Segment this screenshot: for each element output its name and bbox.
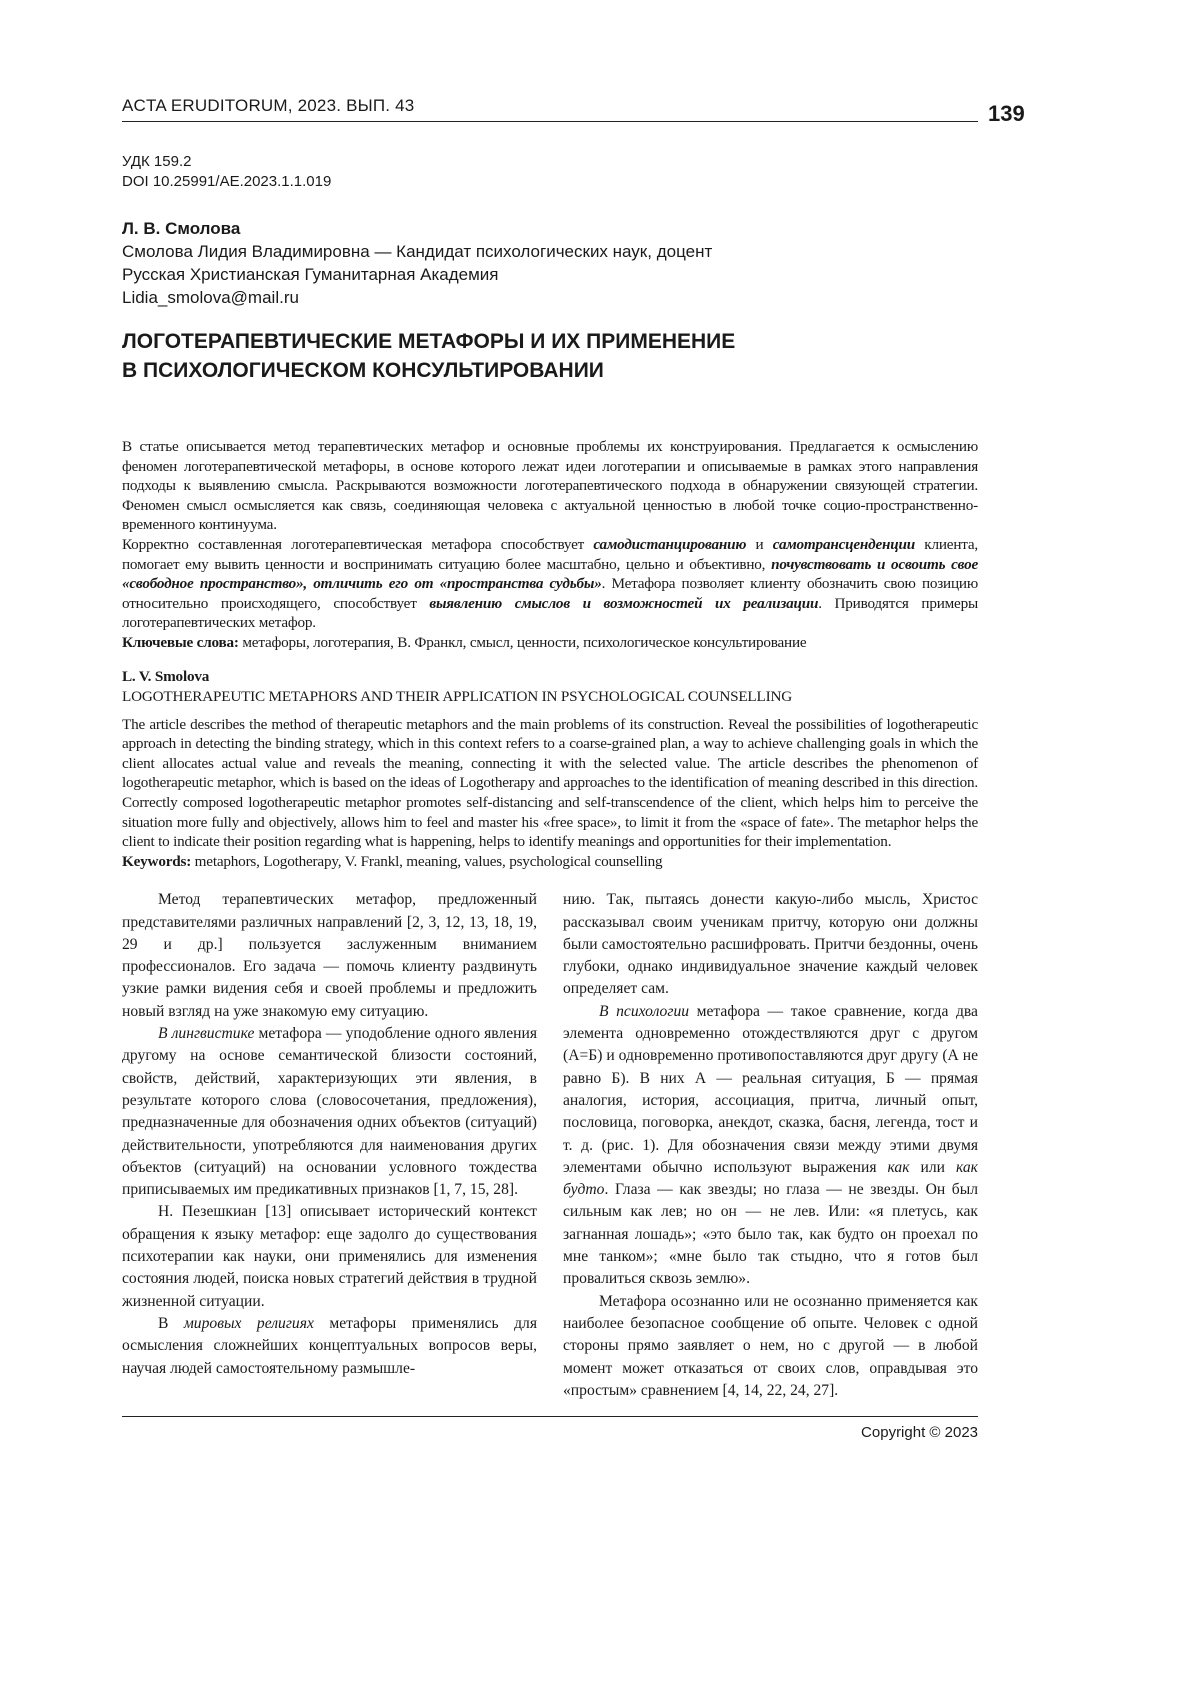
emphasis: как будто (563, 1159, 978, 1198)
article-flow (122, 437, 978, 1472)
body-paragraph (563, 1001, 978, 1291)
page-number: 139 (988, 101, 1025, 127)
author-block (122, 217, 712, 309)
body-paragraph: Н. Пезешкиан [13] описывает исторический контекст обращения к языку метафор: еще задолго до существования психотерапии как науки, они применялись для изменения состояния людей, поиска новых стратегий действия в трудной жизненной ситуации. (122, 1201, 537, 1312)
text: Корректно составленная логотерапевтическая метафора способствует (122, 536, 593, 553)
author-short-name: Л. В. Смолова (122, 217, 712, 240)
emphasis: В лингвистике (158, 1025, 254, 1042)
header-rule (122, 121, 978, 122)
journal-header: ACTA ERUDITORUM, 2023. ВЫП. 43 (122, 96, 414, 116)
author-affiliation: Русская Христианская Гуманитарная Академия (122, 263, 712, 286)
text: метафора — уподобление одного явления другому на основе семантической близости состояний, свойств, действий, характеризующих эти явления, в результате которого слова (словосочетания, предложения), предназначенные для обозначения одних объектов (ситуаций) действительности, употребляются для наименования других объектов (ситуаций) на основании условного тождества приписываемых им предикативных признаков [1, 7, 15, 28]. (122, 1025, 537, 1198)
english-author: L. V. Smolova (122, 667, 978, 687)
text: . Метафора позволяет клиенту обозначить свою позицию относительно происходящего, способствует (122, 575, 978, 612)
author-full: Смолова Лидия Владимировна — Кандидат психологических наук, доцент (122, 240, 712, 263)
copyright: Copyright © 2023 (122, 1423, 978, 1442)
text: . Глаза — как звезды; но глаза — не звезды. Он был сильным как лев; но он — не лев. Или: «я плетусь, как загнанная лошадь»; «это было так, как будто он проехал по мне танком»; «мне было так стыдно, что я готов был провалиться сквозь землю». (563, 1181, 978, 1287)
emphasis: самодистанцированию (593, 536, 746, 553)
text: метафоры применялись для осмысления сложнейших концептуальных вопросов веры, научая людей самостоятельному размышле- (122, 1315, 537, 1377)
text: клиента, помогает ему вывить ценности и воспринимать ситуацию более масштабно, цельно и объективно, (122, 536, 978, 573)
keywords-label: Keywords: (122, 853, 191, 870)
emphasis: мировых религиях (184, 1315, 314, 1332)
body-column-left (122, 889, 537, 1402)
emphasis: выявлению смыслов и возможностей их реализации (429, 595, 818, 612)
text: или (910, 1159, 956, 1176)
body-paragraph (122, 1023, 537, 1201)
article-meta (122, 152, 331, 192)
udc-code: УДК 159.2 (122, 152, 331, 172)
abstract-paragraph: В статье описывается метод терапевтических метафор и основные проблемы их конструирования. Предлагается к осмыслению феномен логотерапевтической метафоры, в основе которого лежат идеи логотерапии и описываемые в рамках этого направления подходы к выявлению смысла. Раскрываются возможности логотерапевтического подхода в обнаружении связующей стратегии. Феномен смысл осмысляется как связь, соединяющая человека с актуальной ценностью в любой точке социо-пространственно-временного континуума. (122, 437, 978, 535)
body-paragraph: нию. Так, пытаясь донести какую-либо мысль, Христос рассказывал своим ученикам притчу, которую они должны были самостоятельно расшифровать. Притчи бездонны, очень глубоки, однако индивидуальное значение каждый человек определяет сам. (563, 889, 978, 1000)
body-columns (122, 889, 978, 1402)
keywords-list: metaphors, Logotherapy, V. Frankl, meaning, values, psychological counselling (191, 853, 662, 870)
footer-rule (122, 1416, 978, 1417)
author-email[interactable]: Lidia_smolova@mail.ru (122, 286, 712, 309)
text: . Приводятся примеры логотерапевтических метафор. (122, 595, 978, 632)
russian-abstract (122, 437, 978, 653)
emphasis: как (888, 1159, 910, 1176)
emphasis: самотрансцен­денции (773, 536, 915, 553)
title-line: В ПСИХОЛОГИЧЕСКОМ КОНСУЛЬТИРОВАНИИ (122, 356, 735, 385)
keywords-list: метафоры, логотерапия, В. Франкл, смысл, ценности, психологическое консультирование (239, 634, 807, 651)
body-paragraph: Метод терапевтических метафор, предложенный представителями различных направлений [2, 3, 12, 13, 18, 19, 29 и др.] пользуется заслуженным вниманием профессионалов. Его задача — помочь клиенту раздвинуть узкие рамки видения себя и своей проблемы и предложить новый взгляд на уже знакомую ему ситуацию. (122, 889, 537, 1023)
body-paragraph: Метафора осознанно или не осознанно применяется как наиболее безопасное сообщение об опыте. Человек с одной стороны прямо заявляет о нем, но с другой — в любой момент может отказаться от своих слов, оправдывая это «простым» сравнением [4, 14, 22, 24, 27]. (563, 1291, 978, 1402)
title-line: ЛОГОТЕРАПЕВТИЧЕСКИЕ МЕТАФОРЫ И ИХ ПРИМЕНЕНИЕ (122, 327, 735, 356)
article-title (122, 327, 735, 385)
emphasis: В психологии (599, 1003, 689, 1020)
body-paragraph (122, 1313, 537, 1380)
english-heading (122, 667, 978, 707)
keywords-label: Ключевые слова: (122, 634, 239, 651)
text: В (158, 1315, 184, 1332)
english-abstract (122, 715, 978, 872)
emphasis: почувствовать и освоить свое «свободное пространство», отличить его от «пространства судьбы» (122, 556, 978, 593)
text: метафора — такое сравнение, когда два элемента одновременно отождествляются друг с другом (А=Б) и одновременно противопоставляются друг другу (А не равно Б). В них А — реальная ситуация, Б — прямая аналогия, история, ассоциация, притча, личный опыт, пословица, поговорка, анекдот, сказка, басня, легенда, тост и т. д. (рис. 1). Для обозначения связи между этими двумя элементами обычно используют выражения (563, 1003, 978, 1176)
keywords (122, 633, 978, 653)
english-title: LOGOTHERAPEUTIC METAPHORS AND THEIR APPLICATION IN PSYCHOLOGICAL COUNSELLING (122, 687, 978, 707)
abstract-paragraph: The article describes the method of therapeutic metaphors and the main problems of its construction. Reveal the possibilities of logotherapeutic approach in detecting the binding strategy, which in this context refers to a coarse-grained plan, a way to achieve challenging goals in which the client allocates actual value and reveals the meaning, connecting it with the selected value. The article describes the phenomenon of logotherapeutic metaphor, which is based on the ideas of Logotherapy and approaches to the identification of meaning described in this direction. Correctly composed logotherapeutic metaphor promotes self-distancing and self-transcendence of the client, which helps him to perceive the situation more fully and objectively, allows him to feel and master his «free space», to limit it from the «space of fate». The metaphor helps the client to indicate their position regarding what is happening, helps to identify meanings and opportunities for their implementation. (122, 715, 978, 852)
body-column-right (563, 889, 978, 1402)
doi[interactable]: DOI 10.25991/AE.2023.1.1.019 (122, 172, 331, 192)
text: и (746, 536, 773, 553)
keywords (122, 852, 978, 872)
abstract-paragraph (122, 535, 978, 633)
